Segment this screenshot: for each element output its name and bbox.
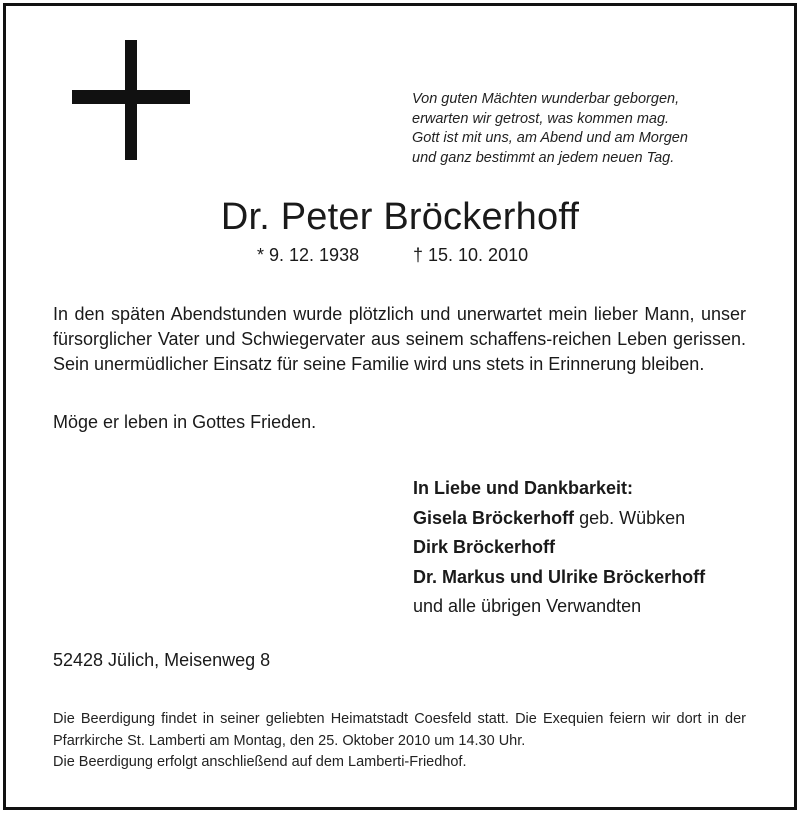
poem-line: Gott ist mit uns, am Abend und am Morgen (412, 130, 688, 146)
poem-line: und ganz bestimmt an jedem neuen Tag. (412, 149, 675, 166)
funeral-information (53, 709, 746, 774)
cross-icon (72, 40, 190, 160)
family-address: 52428 Jülich, Meisenweg 8 (53, 650, 271, 670)
poem-line: Von guten Mächten wunderbar geborgen, (412, 91, 680, 107)
mourner-name: Gisela Bröckerhoff (413, 507, 575, 528)
mourners-signoff (413, 474, 705, 622)
mourner-name: Dirk Bröckerhoff (413, 537, 556, 557)
funeral-info-text: Die Beerdigung findet in seiner geliebten Heimatstadt Coesfeld statt. Die Exequien feiern wir dort in der Pfarrkirche St. Lamberti am Montag, den 25. Oktober 2010 um 14.30 Uhr. (53, 711, 746, 749)
mourner-maiden-name: geb. Wübken (574, 507, 686, 528)
signoff-heading: In Liebe und Dankbarkeit: (413, 478, 634, 498)
death-date: † 15. 10. 2010 (413, 245, 529, 265)
deceased-name: Dr. Peter Bröckerhoff (220, 196, 580, 238)
other-relatives: und alle übrigen Verwandten (413, 596, 642, 616)
birth-date: * 9. 12. 1938 (257, 245, 360, 265)
mourner-entry (413, 504, 705, 534)
blessing-line: Möge er leben in Gottes Frieden. (53, 412, 317, 432)
poem-verse (412, 90, 772, 168)
funeral-info-text: Die Beerdigung erfolgt anschließend auf dem Lamberti-Friedhof. (53, 754, 467, 770)
poem-line: erwarten wir getrost, was kommen mag. (412, 110, 670, 127)
obituary-message: In den späten Abendstunden wurde plötzlich und unerwartet mein lieber Mann, unser fürsorglicher Vater und Schwiegervater aus seinem schaffens-reichen Leben gerissen. Sein unermüdlicher Einsatz für seine Familie wird uns stets in Erinnerung bleiben. (53, 304, 746, 374)
mourner-name: Dr. Markus und Ulrike Bröckerhoff (413, 566, 706, 587)
